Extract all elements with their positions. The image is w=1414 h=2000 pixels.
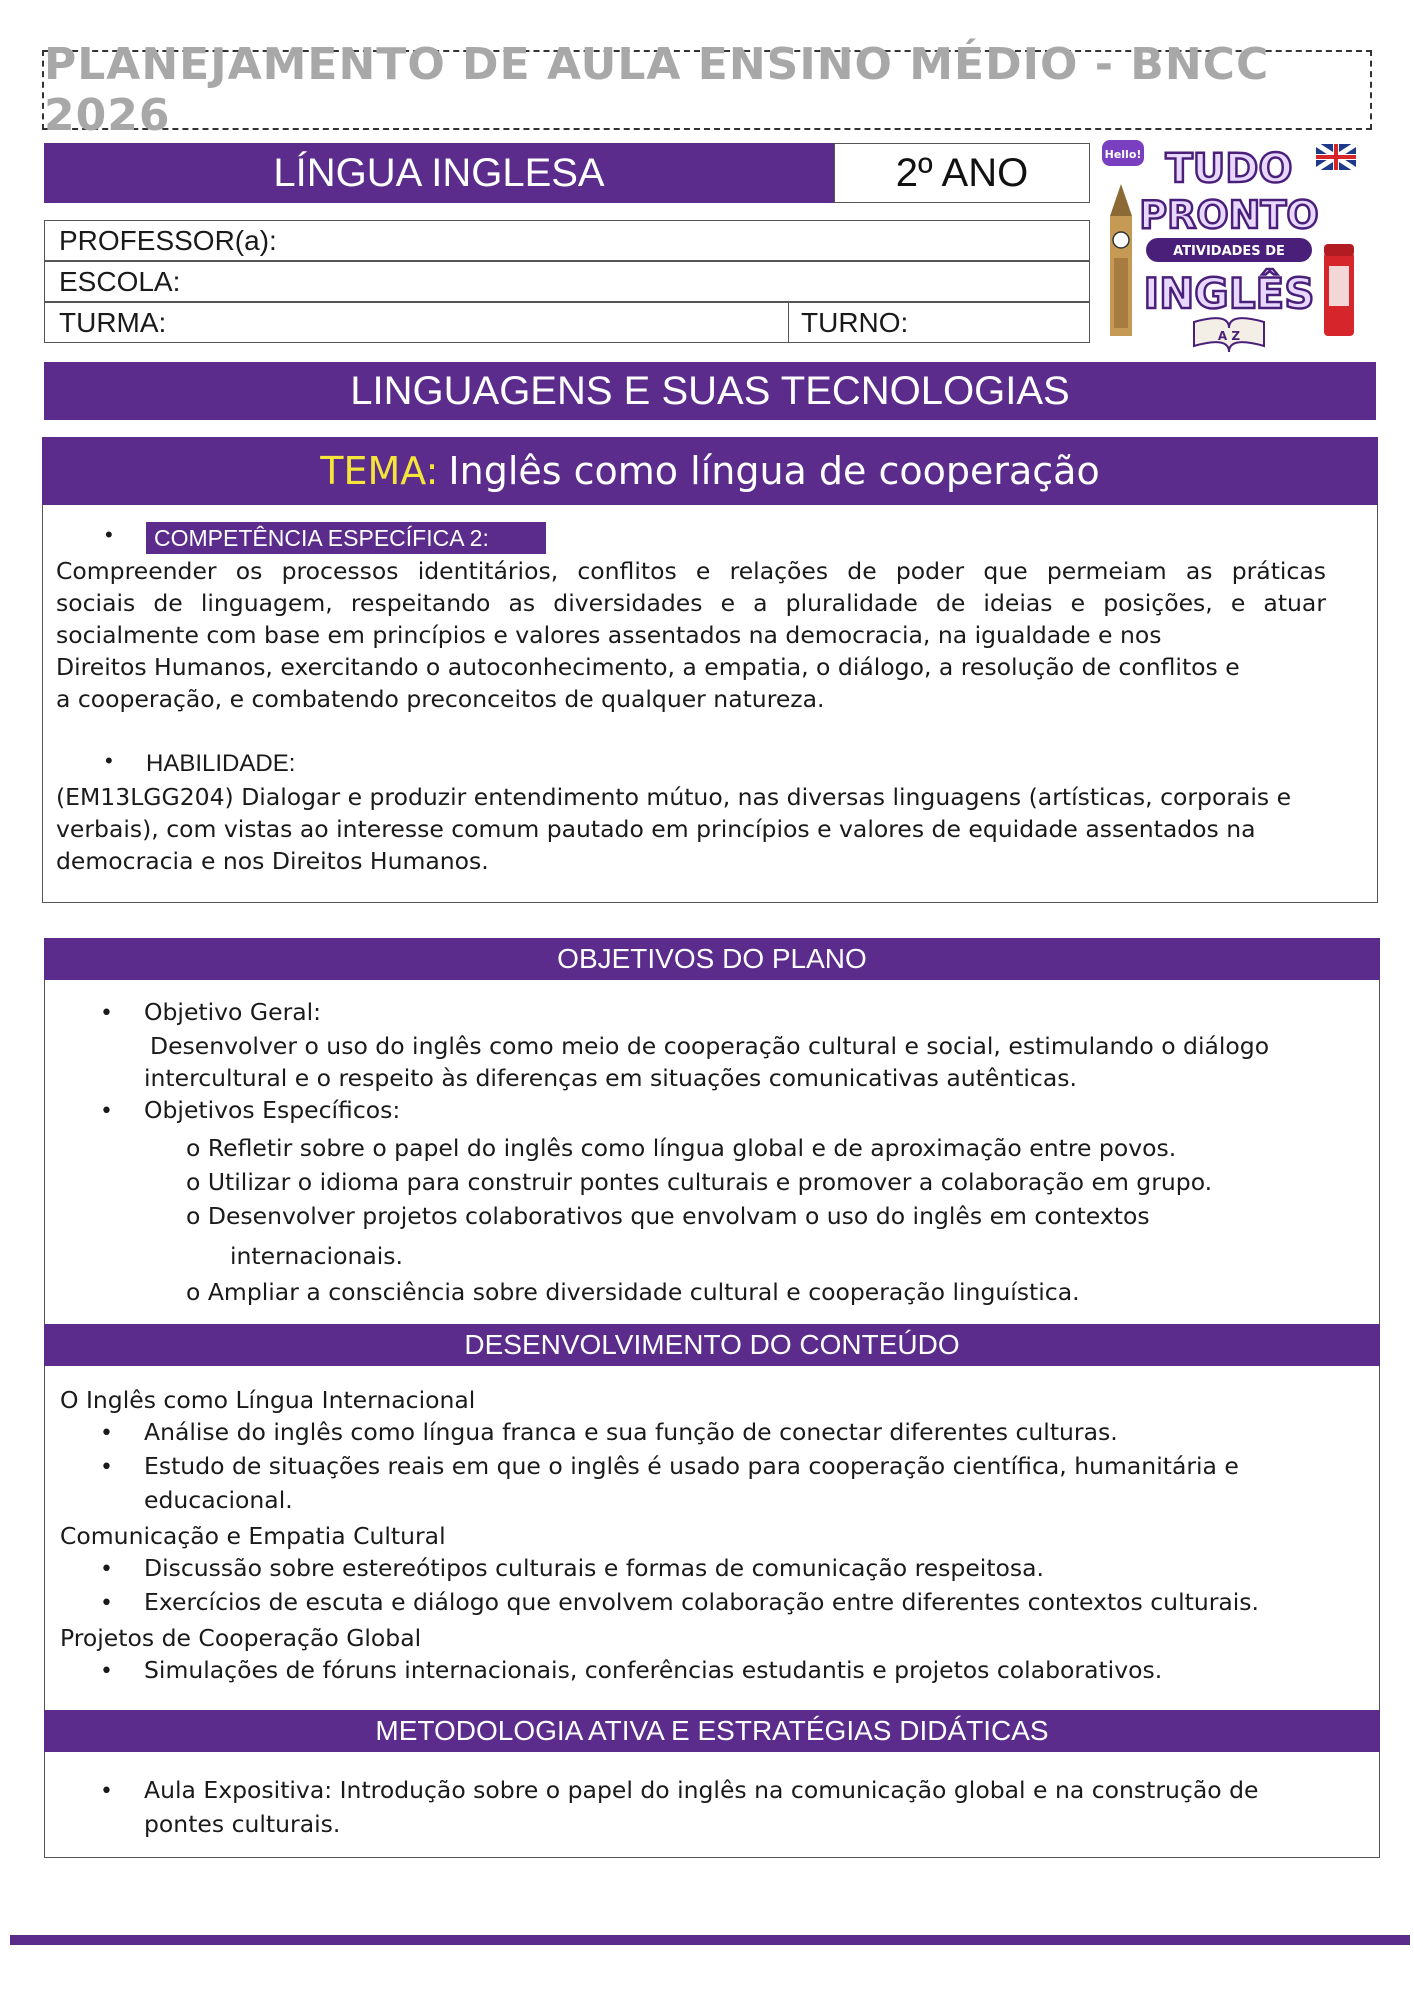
- skill-label: [146, 750, 295, 778]
- bullet-icon: •: [100, 1659, 113, 1684]
- specific-objective-item: o Refletir sobre o papel do inglês como língua global e de aproximação entre povos.: [186, 1134, 1177, 1162]
- skill-line: (EM13LGG204) Dialogar e produzir entendimento mútuo, nas diversas linguagens (artísticas, corporais e: [56, 783, 1292, 811]
- content-item: Estudo de situações reais em que o inglês é usado para cooperação científica, humanitária e: [144, 1452, 1239, 1480]
- content-development-bar: [44, 1324, 1380, 1366]
- professor-field: [44, 220, 1090, 261]
- skill-label-text: HABILIDADE:: [146, 750, 296, 777]
- phone-booth-icon: [1324, 244, 1354, 336]
- logo-word-pronto: PRONTO: [1139, 193, 1319, 237]
- skill-line: democracia e nos Direitos Humanos.: [56, 847, 489, 875]
- methodology-title: METODOLOGIA ATIVA E ESTRATÉGIAS DIDÁTICAS: [375, 1715, 1049, 1746]
- bullet-icon: •: [100, 1591, 113, 1616]
- professor-label: PROFESSOR(a):: [59, 224, 277, 256]
- skill-text: [56, 781, 1356, 877]
- competency-text: [56, 555, 1326, 715]
- logo-ribbon-text: ATIVIDADES DE: [1173, 244, 1285, 259]
- content-group-title: O Inglês como Língua Internacional: [60, 1386, 476, 1414]
- big-ben-icon: [1110, 184, 1132, 336]
- year-box: [834, 143, 1090, 203]
- content-item: Análise do inglês como língua franca e sua função de conectar diferentes culturas.: [144, 1418, 1118, 1446]
- footer-stripe: [10, 1935, 1410, 1945]
- logo-word-ingles: INGLÊS: [1143, 269, 1315, 318]
- bullet-icon: •: [100, 1001, 113, 1026]
- content-development-title: DESENVOLVIMENTO DO CONTEÚDO: [464, 1329, 960, 1360]
- theme-value: Inglês como língua de cooperação: [448, 449, 1100, 493]
- knowledge-area-bar: [44, 362, 1376, 420]
- bullet-icon: •: [100, 1557, 113, 1582]
- bullet-icon: •: [105, 748, 113, 773]
- skill-line: verbais), com vistas ao interesse comum pautado em princípios e valores de equidade assentados na: [56, 815, 1256, 843]
- subject-bar: [44, 143, 834, 203]
- content-group-title: Projetos de Cooperação Global: [60, 1624, 422, 1652]
- theme-label: TEMA:: [320, 449, 439, 493]
- general-objective-label: Objetivo Geral:: [144, 998, 322, 1026]
- objectives-title: OBJETIVOS DO PLANO: [557, 943, 867, 974]
- content-item: Discussão sobre estereótipos culturais e formas de comunicação respeitosa.: [144, 1554, 1045, 1582]
- logo-az: A Z: [1217, 329, 1241, 343]
- general-objective-line: intercultural e o respeito às diferenças em situações comunicativas autênticas.: [144, 1064, 1077, 1092]
- competency-line: sociais de linguagem, respeitando as diversidades e a pluralidade de ideias e posições, e atuar: [56, 589, 1326, 617]
- specific-objectives-label: Objetivos Específicos:: [144, 1096, 401, 1124]
- competency-line: a cooperação, e combatendo preconceitos de qualquer natureza.: [56, 685, 825, 713]
- shift-field: [788, 302, 1090, 343]
- competency-line: Compreender os processos identitários, conflitos e relações de poder que permeiam as práticas: [56, 557, 1326, 585]
- content-group-title: Comunicação e Empatia Cultural: [60, 1522, 446, 1550]
- competency-chip: [146, 522, 546, 554]
- shift-label: TURNO:: [801, 306, 909, 338]
- theme-bar: [42, 437, 1378, 505]
- logo-word-tudo: TUDO: [1165, 146, 1293, 192]
- brand-logo: [1098, 132, 1360, 364]
- content-item: Exercícios de escuta e diálogo que envolvem colaboração entre diferentes contextos culturais.: [144, 1588, 1260, 1616]
- specific-objective-item: o Ampliar a consciência sobre diversidade cultural e cooperação linguística.: [186, 1278, 1080, 1306]
- hello-text: Hello!: [1104, 148, 1142, 161]
- competency-line: socialmente com base em princípios e valores assentados na democracia, na igualdade e nos: [56, 621, 1162, 649]
- specific-objective-item: internacionais.: [230, 1242, 404, 1270]
- methodology-item: Aula Expositiva: Introdução sobre o papel do inglês na comunicação global e na construção de: [144, 1776, 1259, 1804]
- bullet-icon: •: [100, 1779, 113, 1804]
- school-label: ESCOLA:: [59, 265, 181, 297]
- bullet-icon: •: [100, 1455, 113, 1480]
- class-label: TURMA:: [59, 306, 167, 338]
- knowledge-area-label: LINGUAGENS E SUAS TECNOLOGIAS: [350, 368, 1070, 413]
- page-title: PLANEJAMENTO DE AULA ENSINO MÉDIO - BNCC 2026: [44, 39, 1270, 141]
- bullet-icon: •: [105, 522, 113, 547]
- school-field: [44, 261, 1090, 302]
- subject-name: LÍNGUA INGLESA: [273, 150, 605, 195]
- objectives-bar: [44, 938, 1380, 980]
- brand-logo-graphic: [1098, 132, 1360, 364]
- bullet-icon: •: [100, 1421, 113, 1446]
- year-label: 2º ANO: [895, 150, 1029, 195]
- bullet-icon: •: [100, 1099, 113, 1124]
- content-item: Simulações de fóruns internacionais, conferências estudantis e projetos colaborativos.: [144, 1656, 1163, 1684]
- page-header: [42, 39, 1372, 141]
- methodology-item: pontes culturais.: [144, 1810, 341, 1838]
- general-objective-line: Desenvolver o uso do inglês como meio de cooperação cultural e social, estimulando o diálogo: [150, 1032, 1270, 1060]
- competency-label: COMPETÊNCIA ESPECÍFICA 2:: [154, 524, 489, 551]
- competency-line: Direitos Humanos, exercitando o autoconhecimento, a empatia, o diálogo, a resolução de conflitos e: [56, 653, 1240, 681]
- content-item: educacional.: [144, 1486, 293, 1514]
- specific-objective-item: o Desenvolver projetos colaborativos que envolvam o uso do inglês em contextos: [186, 1202, 1150, 1230]
- uk-flag-icon: [1316, 144, 1356, 170]
- specific-objective-item: o Utilizar o idioma para construir pontes culturais e promover a colaboração em grupo.: [186, 1168, 1213, 1196]
- methodology-bar: [44, 1710, 1380, 1752]
